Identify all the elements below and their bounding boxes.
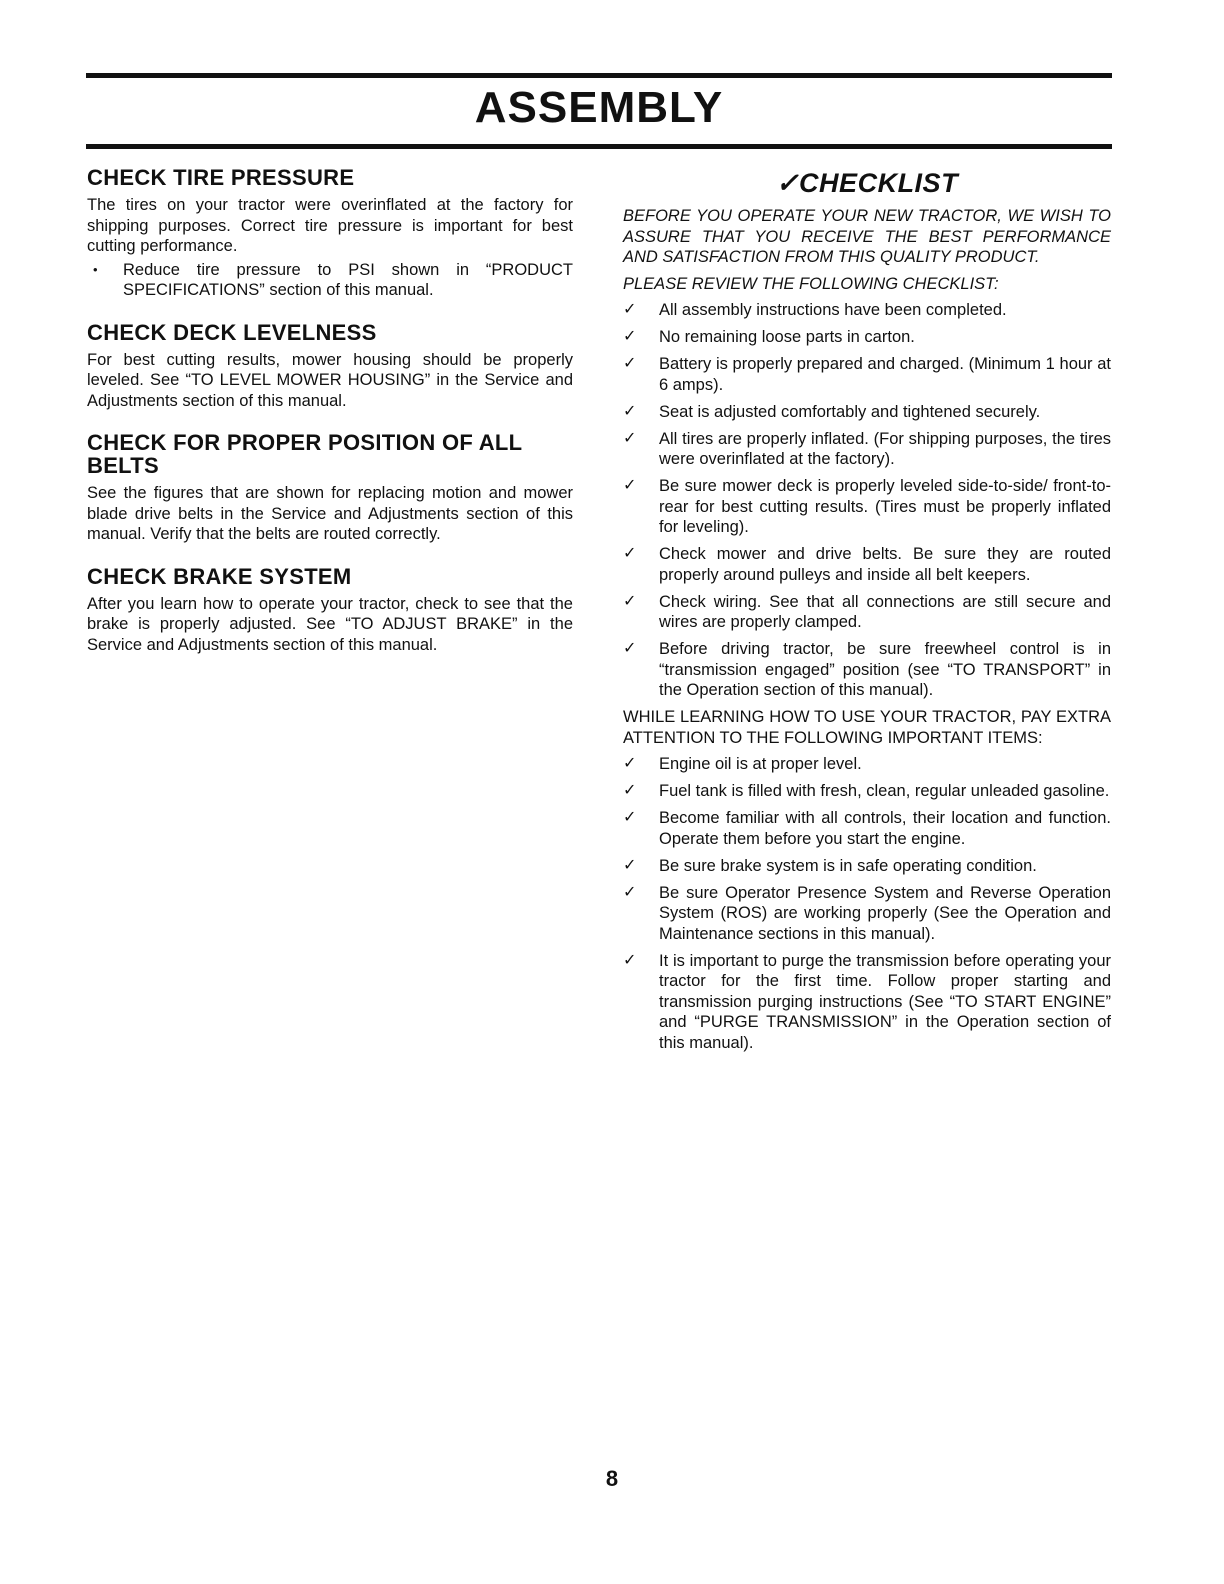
checklist-item [623, 429, 1111, 470]
checkmark-icon: ✓ [623, 402, 637, 420]
checklist-item [623, 402, 1111, 423]
section-heading: CHECK FOR PROPER POSITION OF ALL BELTS [87, 430, 522, 478]
checklist-item-text: Seat is adjusted comfortably and tightened securely. [659, 402, 1041, 421]
checklist-item-text: It is important to purge the transmission before operating your tractor for the first time. Follow proper starting and transmission purging instructions (See “TO START ENGINE” and “PURGE TRANSMISSION” in the Operation section of this manual). [659, 951, 1111, 1052]
section-body: After you learn how to operate your tractor, check to see that the brake is properly adjusted. See “TO ADJUST BRAKE” in the Service and Adjustments section of this manual. [87, 594, 573, 654]
checklist-item-text: Be sure Operator Presence System and Reverse Operation System (ROS) are working properly (See the Operation and Maintenance sections in this manual). [659, 883, 1111, 943]
learning-label: WHILE LEARNING HOW TO USE YOUR TRACTOR, PAY EXTRA ATTENTION TO THE FOLLOWING IMPORTANT ITEMS: [623, 708, 1111, 747]
checkmark-icon: ✓ [623, 429, 637, 447]
checklist-item-text: Before driving tractor, be sure freewheel control is in “transmission engaged” position (see “TO TRANSPORT” in the Operation section of this manual). [659, 640, 1111, 699]
section-heading: CHECK TIRE PRESSURE [87, 165, 355, 190]
checklist-item [623, 951, 1111, 1054]
section-heading: CHECK BRAKE SYSTEM [87, 563, 352, 589]
checkmark-icon: ✓ [623, 328, 637, 345]
checklist-item [623, 544, 1111, 585]
checklist-item [623, 883, 1111, 945]
checklist-item [623, 354, 1111, 395]
checklist-item [623, 327, 1111, 348]
checklist-item-text: Check wiring. See that all connections are still secure and wires are properly clamped. [659, 592, 1111, 631]
checklist-item-text: Battery is properly prepared and charged. (Minimum 1 hour at 6 amps). [659, 355, 1111, 394]
section-check-deck-levelness [87, 321, 573, 412]
checklist-item-text: All assembly instructions have been completed. [659, 301, 1007, 319]
left-column [87, 166, 573, 675]
checklist-item-text: All tires are properly inflated. (For shipping purposes, the tires were overinflated at the factory). [659, 429, 1111, 468]
right-column-checklist [623, 166, 1111, 1060]
checkmark-icon: ✓ [623, 951, 637, 969]
page-number: 8 [605, 1466, 619, 1491]
section-check-tire-pressure [87, 166, 573, 301]
learning-items [623, 754, 1111, 1053]
checkmark-icon: ✓ [623, 856, 637, 874]
checkmark-icon: ✓ [623, 545, 637, 562]
checkmark-icon: ✓ [623, 355, 637, 372]
checklist-review-label: PLEASE REVIEW THE FOLLOWING CHECKLIST: [623, 274, 999, 293]
checklist-item [623, 856, 1111, 877]
checklist-item-text: Engine oil is at proper level. [659, 755, 862, 773]
checklist-item [623, 754, 1111, 775]
section-body: For best cutting results, mower housing should be properly leveled. See “TO LEVEL MOWER HOUSING” in the Service and Adjustments section of this manual. [87, 350, 573, 410]
checkmark-icon: ✓ [623, 477, 637, 494]
checklist-item-text: Be sure brake system is in safe operating condition. [659, 856, 1037, 875]
checklist-item-text: No remaining loose parts in carton. [659, 328, 915, 346]
section-body: See the figures that are shown for replacing motion and mower blade drive belts in the Service and Adjustments section of this manual. Verify that the belts are routed correctly. [87, 484, 573, 543]
section-check-brake-system [87, 565, 573, 656]
page-title: ASSEMBLY [474, 83, 724, 132]
bullet-list [87, 260, 573, 301]
header-rule-bottom [86, 144, 1112, 149]
checklist-item [623, 476, 1111, 538]
checklist-items [623, 300, 1111, 701]
checkmark-icon: ✓ [623, 755, 637, 772]
checkmark-icon: ✓ [623, 883, 637, 901]
checkmark-icon: ✓ [623, 640, 637, 657]
section-body: The tires on your tractor were overinflated at the factory for shipping purposes. Correct tire pressure is important for best cutting performance. [87, 196, 573, 255]
checkmark-icon: ✓ [623, 809, 637, 826]
checklist-item-text: Check mower and drive belts. Be sure they are routed properly around pulleys and inside all belt keepers. [659, 545, 1111, 584]
checklist-item [623, 781, 1111, 802]
checklist-item-text: Be sure mower deck is properly leveled side-to-side/ front-to-rear for best cutting results. (Tires must be properly inflated for leveling). [659, 477, 1111, 536]
checklist-intro: BEFORE YOU OPERATE YOUR NEW TRACTOR, WE WISH TO ASSURE THAT YOU RECEIVE THE BEST PERFORMANCE AND SATISFACTION FROM THIS QUALITY PRODUCT. [623, 207, 1111, 266]
checklist-item [623, 808, 1111, 849]
checklist-item [623, 639, 1111, 701]
header-rule-top [86, 73, 1112, 78]
checkmark-icon: ✓ [623, 301, 637, 318]
checklist-item-text: Fuel tank is filled with fresh, clean, regular unleaded gasoline. [659, 782, 1110, 800]
checklist-item [623, 592, 1111, 633]
bullet-item: • Reduce tire pressure to PSI shown in “PRODUCT SPECIFICATIONS” section of this manual. [123, 260, 573, 301]
checkmark-icon: ✓ [623, 782, 637, 799]
checklist-item [623, 300, 1111, 321]
checklist-title: ✓CHECKLIST [775, 168, 959, 198]
checklist-item-text: Become familiar with all controls, their location and function. Operate them before you start the engine. [659, 809, 1111, 848]
checkmark-icon: ✓ [623, 592, 637, 610]
section-heading: CHECK DECK LEVELNESS [87, 319, 377, 345]
section-check-belts [87, 431, 573, 545]
